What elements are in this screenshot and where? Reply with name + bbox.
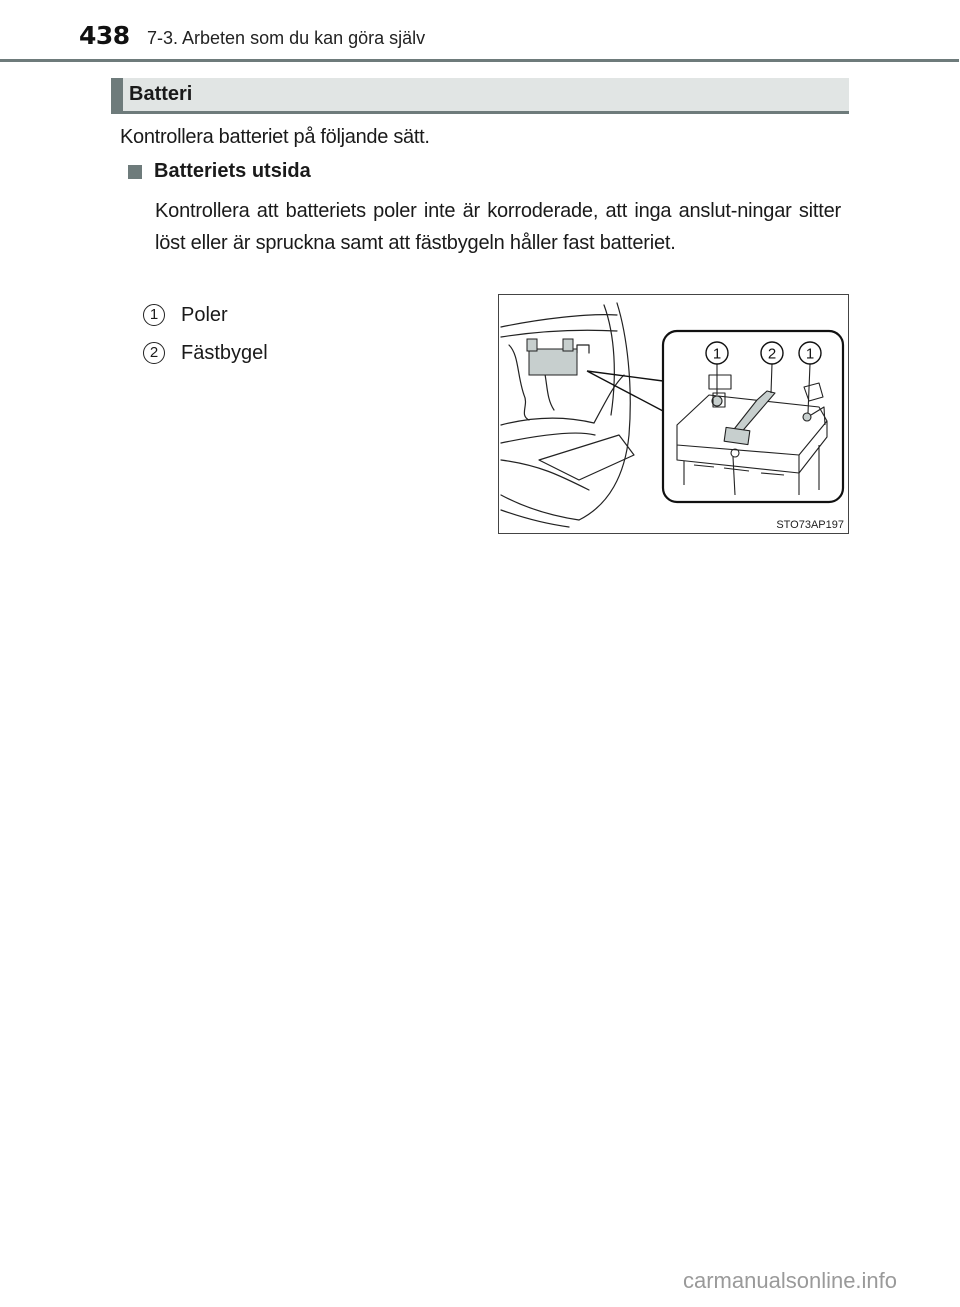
subsection-heading <box>128 160 311 183</box>
callout-number-icon: 2 <box>143 342 165 364</box>
watermark: carmanualsonline.info <box>683 1268 898 1293</box>
subsection-title: Batteriets utsida <box>154 160 311 182</box>
legend-label: Fästbygel <box>181 341 268 364</box>
section-accent-bar <box>111 78 123 114</box>
svg-text:1: 1 <box>805 345 815 363</box>
figure-legend <box>143 296 268 372</box>
square-bullet-icon <box>128 165 142 179</box>
battery-illustration <box>498 294 849 534</box>
legend-item <box>143 296 268 334</box>
figure-code: STO73AP197 <box>776 519 844 531</box>
legend-label: Poler <box>181 303 228 326</box>
intro-text: Kontrollera batteriet på följande sätt. <box>120 126 430 148</box>
header-rule <box>0 59 959 62</box>
svg-text:2: 2 <box>767 345 777 363</box>
engine-bay-drawing-icon <box>499 295 848 533</box>
section-header <box>111 78 849 114</box>
body-paragraph: Kontrollera att batteriets poler inte är korroderade, att inga anslut-ningar sitter löst eller är spruckna samt att fästbygeln håller fast batteriet. <box>155 200 841 254</box>
callout-number-icon: 1 <box>143 304 165 326</box>
section-title: Batteri <box>129 83 193 105</box>
page-number: 438 <box>79 21 130 50</box>
legend-item <box>143 334 268 372</box>
chapter-title: 7-3. Arbeten som du kan göra själv <box>147 28 426 48</box>
svg-text:1: 1 <box>712 345 722 363</box>
